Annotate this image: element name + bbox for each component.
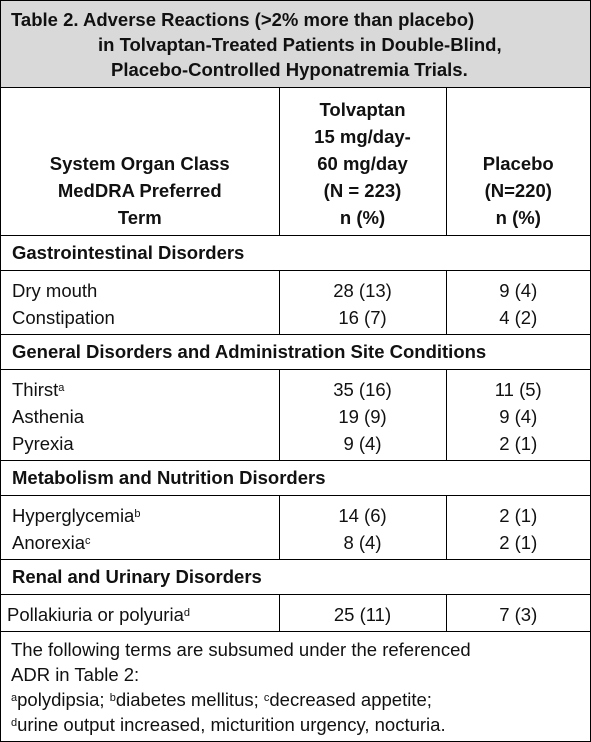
footnote-note-mark: b: [109, 692, 116, 704]
header-col2-line2: 15 mg/day-: [314, 126, 411, 147]
table-footnote-row: [1, 632, 590, 738]
footnote-intro-line2: ADR in Table 2:: [11, 664, 140, 685]
footnote-note-text: polydipsia;: [17, 689, 110, 710]
header-col2-line4: (N = 223): [323, 180, 402, 201]
header-col2-line5: n (%): [339, 207, 386, 228]
value-pollakiuria-tolvaptan: 25 (11): [333, 604, 392, 625]
term-cell: [1, 595, 279, 632]
header-col3-line3: n (%): [495, 207, 541, 228]
value-thirst-tolvaptan: 35 (16): [333, 379, 392, 400]
section-title: Metabolism and Nutrition Disorders: [1, 461, 590, 496]
footnote-note-text: urine output increased, micturition urgency, nocturia.: [17, 714, 446, 735]
footnote-note-text: decreased appetite;: [269, 689, 432, 710]
table-footnote: [1, 632, 590, 738]
header-system-organ-class: [1, 88, 279, 236]
table-header-row: [1, 88, 590, 236]
footnote-note-text: diabetes mellitus;: [115, 689, 264, 710]
table-row-group-general-disorders: [1, 370, 590, 461]
tolvaptan-cell: [279, 595, 446, 632]
footnote-mark-b: b: [134, 508, 141, 520]
value-pyrexia-placebo: 2 (1): [499, 433, 538, 454]
placebo-cell: [446, 271, 590, 335]
placebo-cell: [446, 370, 590, 461]
footnote-intro-line1: The following terms are subsumed under the referenced: [11, 639, 471, 660]
value-pyrexia-tolvaptan: 9 (4): [343, 433, 382, 454]
value-constipation-placebo: 4 (2): [499, 307, 538, 328]
footnote-mark-d: d: [183, 607, 190, 619]
header-col3-line1: Placebo: [482, 153, 554, 174]
table-title-line3: Placebo-Controlled Hyponatremia Trials.: [111, 59, 468, 80]
adverse-reactions-table: [1, 88, 590, 737]
footnote-note-mark: a: [11, 692, 18, 704]
section-header-metabolism: [1, 461, 590, 496]
footnote-notes-line1: [11, 687, 580, 712]
section-title: Renal and Urinary Disorders: [1, 560, 590, 595]
header-col1-line2: MedDRA Preferred: [57, 180, 222, 201]
section-title: Gastrointestinal Disorders: [1, 236, 590, 271]
term-dry-mouth: Dry mouth: [12, 280, 98, 301]
header-col2-line1: Tolvaptan: [319, 99, 406, 120]
value-anorexia-tolvaptan: 8 (4): [343, 532, 382, 553]
footnote-note-mark: d: [11, 717, 18, 729]
term-asthenia: Asthenia: [12, 406, 84, 427]
header-tolvaptan: [279, 88, 446, 236]
term-anorexia: Anorexia: [12, 532, 86, 553]
placebo-cell: [446, 496, 590, 560]
header-col1-line3: Term: [117, 207, 162, 228]
table-title: [1, 1, 590, 88]
term-pollakiuria: Pollakiuria or polyuria: [7, 604, 184, 625]
footnote-note-mark: c: [263, 692, 270, 704]
value-asthenia-placebo: 9 (4): [499, 406, 538, 427]
value-anorexia-placebo: 2 (1): [499, 532, 538, 553]
value-pollakiuria-placebo: 7 (3): [499, 604, 538, 625]
term-hyperglycemia: Hyperglycemia: [12, 505, 135, 526]
placebo-cell: [446, 595, 590, 632]
footnote-mark-c: c: [85, 535, 91, 547]
table-title-line1: Table 2. Adverse Reactions (>2% more than placebo): [11, 9, 475, 30]
tolvaptan-cell: [279, 370, 446, 461]
footnote-notes-line2: [11, 712, 580, 737]
table-row-group-gastrointestinal: [1, 271, 590, 335]
value-hyperglycemia-placebo: 2 (1): [499, 505, 538, 526]
table-row-group-metabolism: [1, 496, 590, 560]
value-asthenia-tolvaptan: 19 (9): [338, 406, 387, 427]
header-col1-line1: System Organ Class: [49, 153, 230, 174]
term-cell: [1, 496, 279, 560]
footnote-mark-a: a: [58, 382, 65, 394]
term-cell: [1, 271, 279, 335]
value-thirst-placebo: 11 (5): [494, 379, 542, 400]
header-col2-line3: 60 mg/day: [317, 153, 408, 174]
value-dry-mouth-tolvaptan: 28 (13): [333, 280, 392, 301]
value-constipation-tolvaptan: 16 (7): [338, 307, 387, 328]
header-placebo: [446, 88, 590, 236]
tolvaptan-cell: [279, 271, 446, 335]
term-thirst: Thirst: [12, 379, 59, 400]
section-header-gastrointestinal: [1, 236, 590, 271]
section-title: General Disorders and Administration Site Conditions: [1, 335, 590, 370]
tolvaptan-cell: [279, 496, 446, 560]
table-row-group-renal: [1, 595, 590, 632]
section-header-renal: [1, 560, 590, 595]
term-pyrexia: Pyrexia: [12, 433, 74, 454]
section-header-general-disorders: [1, 335, 590, 370]
term-constipation: Constipation: [12, 307, 115, 328]
value-dry-mouth-placebo: 9 (4): [499, 280, 538, 301]
header-col3-line2: (N=220): [484, 180, 552, 201]
value-hyperglycemia-tolvaptan: 14 (6): [338, 505, 387, 526]
term-cell: [1, 370, 279, 461]
table-title-line2: in Tolvaptan-Treated Patients in Double-Blind,: [98, 34, 502, 55]
